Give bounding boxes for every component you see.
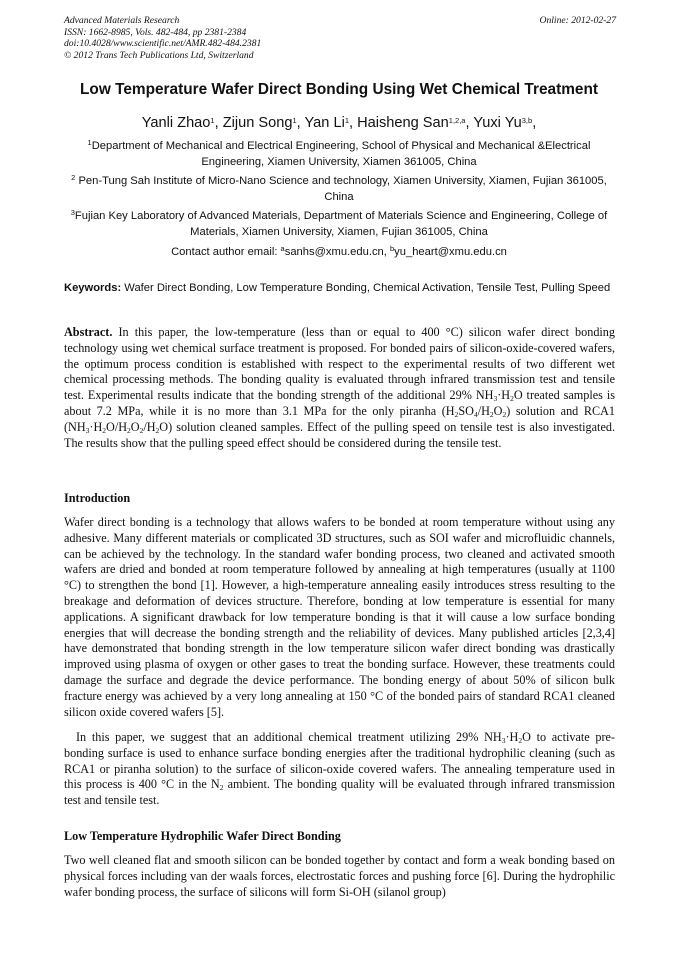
author: Yuxi Yu$^{3,b}$, [473,115,537,131]
journal-name: Advanced Materials Research [64,15,180,26]
author: Yan Li$^1$, [304,115,358,131]
affiliation-3: $^3$Fujian Key Laboratory of Advanced Materials, Department of Materials Science and Engineering, College of Materials, Xiamen University, Xiamen, Fujian 361005, China [70,208,608,238]
publication-info [64,15,616,61]
issn-line: ISSN: 1662-8985, Vols. 482-484, pp 2381-2384 [64,26,247,38]
affiliation-1: $^1$Department of Mechanical and Electrical Engineering, School of Physical and Mechanical &Electrical Engineering, Xiamen University, Xiamen 361005, China [87,138,591,168]
paper-title: Low Temperature Wafer Direct Bonding Using Wet Chemical Treatment [80,81,598,98]
abstract-label: Abstract. [64,325,113,339]
keywords-label: Keywords: [64,282,122,294]
author: Haisheng San$^{1,2,a}$, [357,115,474,131]
contact-emails: Contact author email: $^a$sanhs@xmu.edu.cn, $^b$yu_heart@xmu.edu.cn [171,244,507,258]
author-list [30,113,648,133]
doi-line: doi:10.4028/www.scientific.net/AMR.482-484.2381 [64,38,262,50]
introduction-paragraph-1: Wafer direct bonding is a technology that allows wafers to be bonded at room temperature without using any adhesive. Many different materials or complicated 3D structures, such as SOI wafer and microfluidic channels, can be achieved by the technology. In the standard wafer bonding process, two cleaned and activated smooth wafers are dried and bonded at room temperature followed by annealing at high temperatures (usually at 1100 °C) to strengthen the bond [1]. However, a high-temperature annealing easily introduces stress resulting to the breakage and deformation of devices structure. Therefore, bonding at low temperature is essential for many applications. A significant drawback for low temperature bonding is that it will cause a low surface bonding energies that will decrease the bonding strength and the reliability of devices. Many published articles [2,3,4] have demonstrated that bonding strength in the low temperature silicon wafer direct bonding was drastically improved using plasma of oxygen or other gases to treat the bonding surface. However, these treatments could damage the surface and degrade the device performance. The bonding energy of about 50% of silicon bulk fracture energy was achieved by a very long annealing at 150 °C of the bonded pairs of standard RCA1 cleaned silicon oxide covered wafers [5]. [64,515,615,719]
introduction-paragraph-2: In this paper, we suggest that an additional chemical treatment utilizing 29% $NH_3\cdot H_2O$ to activate pre-bonding surface is used to enhance surface bonding energies after the traditional hydrophilic cleaning (such as RCA1 or piranha solution) to the surface of silicon-oxide covered wafers. The annealing temperature used in this process is 400 °C in the $N_2$ ambient. The bonding quality will be evaluated through infrared transmission test and tensile test. [64,730,615,808]
section2-paragraph-1: Two well cleaned flat and smooth silicon can be bonded together by contact and form a weak bonding based on physical forces including van der waals forces, electrostatic forces and pushing force [6]. During the hydrophilic wafer bonding process, the surface of silicons will form Si-OH (silanol group) [64,853,615,899]
abstract: Abstract. In this paper, the low-temperature (less than or equal to 400 °C) silicon wafer direct bonding technology using wet chemical surface treatment is proposed. For bonded pairs of silicon-oxide-covered wafers, the optimum process condition is established with respect to the experimental results of two different wet chemical processing methods. The bonding quality is evaluated through infrared transmission test and tensile test. Experimental results indicate that the bonding strength of the additional 29% $NH_3\cdot H_2O$ treated samples is about 7.2 MPa, while it is no more than 3.1 MPa for the only piranha $(H_2SO_4/H_2O_2)$ solution and RCA1 $(NH_3\cdot H_2O/H_2O_2/H_2O)$ solution cleaned samples. Effect of the pulling speed on tensile test is also investigated. The results show that the pulling speed effect should be considered during the tensile test. [64,325,615,450]
online-date: Online: 2012-02-27 [539,15,616,26]
copyright-line: © 2012 Trans Tech Publications Ltd, Switzerland [64,49,254,61]
keywords: Keywords: Wafer Direct Bonding, Low Temperature Bonding, Chemical Activation, Tensile Test, Pulling Speed [64,282,611,294]
section-heading-introduction: Introduction [64,491,131,505]
affiliation-2: $^2$ Pen-Tung Sah Institute of Micro-Nano Science and technology, Xiamen University, Xiamen, Fujian 361005, China [71,173,607,203]
author: Yanli Zhao$^1$, [141,115,223,131]
section-heading-low-temperature-bonding: Low Temperature Hydrophilic Wafer Direct Bonding [64,829,341,843]
email-link[interactable]: yu_heart@xmu.edu.cn [394,246,507,258]
email-link[interactable]: sanhs@xmu.edu.cn, [284,246,390,258]
author: Zijun Song$^1$, [222,115,305,131]
